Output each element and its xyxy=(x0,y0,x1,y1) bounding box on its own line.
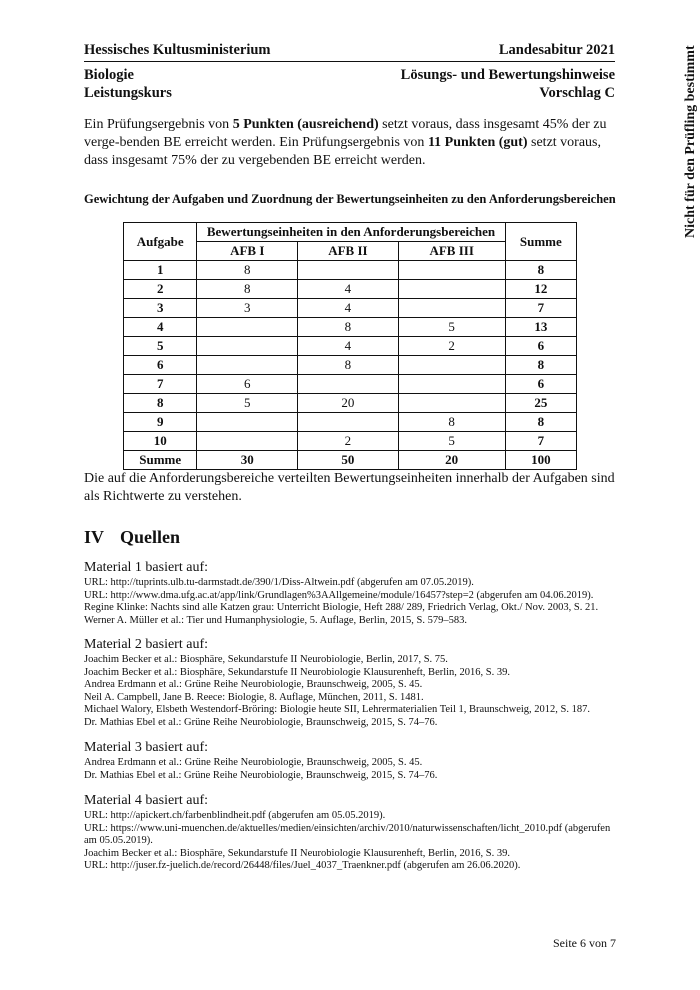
row-sum: 6 xyxy=(505,375,576,394)
material-heading: Material 4 basiert auf: xyxy=(84,793,209,808)
row-number: 3 xyxy=(124,299,197,318)
table-row xyxy=(124,261,577,280)
afb3-value xyxy=(398,375,505,394)
afb2-value: 8 xyxy=(298,318,399,337)
table-row xyxy=(124,356,577,375)
material-block xyxy=(84,793,619,873)
row-number: 2 xyxy=(124,280,197,299)
row-sum: 8 xyxy=(505,413,576,432)
header-doc-type: Lösungs- und Bewertungshinweise xyxy=(400,67,615,83)
header-afb2: AFB II xyxy=(298,242,399,261)
row-number: 8 xyxy=(124,394,197,413)
total-afb2: 50 xyxy=(298,451,399,470)
header-aufgabe: Aufgabe xyxy=(124,223,197,261)
row-sum: 7 xyxy=(505,299,576,318)
afb1-value xyxy=(197,413,298,432)
row-number: 9 xyxy=(124,413,197,432)
material-block xyxy=(84,560,619,627)
material-heading: Material 1 basiert auf: xyxy=(84,560,209,575)
afb1-value: 8 xyxy=(197,261,298,280)
afb1-value: 3 xyxy=(197,299,298,318)
afb2-value: 4 xyxy=(298,337,399,356)
header-afb3: AFB III xyxy=(398,242,505,261)
row-sum: 6 xyxy=(505,337,576,356)
source-line: Andrea Erdmann et al.: Grüne Reihe Neurobiologie, Braunschweig, 2005, S. 45. xyxy=(84,757,423,768)
intro-text-1: Ein Prüfungsergebnis von xyxy=(84,117,233,132)
material-heading: Material 3 basiert auf: xyxy=(84,740,209,755)
intro-text-3: setzt voraus, dass insgesamt 75% der zu vergebenden BE erreicht werden. xyxy=(84,135,601,168)
afb1-value: 6 xyxy=(197,375,298,394)
table-row xyxy=(124,318,577,337)
row-sum: 8 xyxy=(505,356,576,375)
header-subject: Biologie xyxy=(84,67,134,83)
source-line: Michael Walory, Elsbeth Westendorf-Bröring: Biologie heute SII, Lehrermaterialien Teil 1, Braunschweig, 2012, S. 187. xyxy=(84,704,591,715)
afb2-value: 2 xyxy=(298,432,399,451)
total-afb1: 30 xyxy=(197,451,298,470)
afb1-value: 8 xyxy=(197,280,298,299)
intro-bold-1: 5 Punkten (ausreichend) xyxy=(232,117,379,132)
section-heading xyxy=(84,527,180,548)
source-line: Joachim Becker et al.: Biosphäre, Sekundarstufe II Neurobiologie, Berlin, 2017, S. 75. xyxy=(84,654,448,665)
material-heading: Material 2 basiert auf: xyxy=(84,637,209,652)
intro-text-2: setzt voraus, dass insgesamt 45% der zu verge-benden BE erreicht werden. Ein Prüfungsergebnis von xyxy=(84,117,607,150)
source-line: Andrea Erdmann et al.: Grüne Reihe Neurobiologie, Braunschweig, 2005, S. 45. xyxy=(84,679,423,690)
afb1-value xyxy=(197,318,298,337)
side-note xyxy=(663,38,698,238)
source-line: Dr. Mathias Ebel et al.: Grüne Reihe Neurobiologie, Braunschweig, 2015, S. 74–76. xyxy=(84,769,438,781)
afb1-value xyxy=(197,432,298,451)
afb1-value xyxy=(197,356,298,375)
source-line: URL: http://www.dma.ufg.ac.at/app/link/Grundlagen%3AAllgemeine/module/16457?step=2 (abgerufen am 04.06.2019). xyxy=(84,589,594,601)
table-row xyxy=(124,432,577,451)
row-number: 7 xyxy=(124,375,197,394)
row-sum: 7 xyxy=(505,432,576,451)
afb3-value xyxy=(398,394,505,413)
material-block xyxy=(84,740,619,782)
afb3-value: 5 xyxy=(398,432,505,451)
header-sub xyxy=(84,66,615,102)
afb2-value xyxy=(298,261,399,280)
header-course: Leistungskurs xyxy=(84,85,172,101)
source-line: URL: http://juser.fz-juelich.de/record/26448/files/Juel_4037_Traenkner.pdf (abgerufen am 26.06.2020). xyxy=(84,860,521,871)
afb3-value xyxy=(398,261,505,280)
afb3-value: 2 xyxy=(398,337,505,356)
afb2-value xyxy=(298,375,399,394)
source-line: URL: http://apickert.ch/farbenblindheit.pdf (abgerufen am 05.05.2019). xyxy=(84,810,386,821)
header-group: Bewertungseinheiten in den Anforderungsbereichen xyxy=(197,223,505,242)
table-row xyxy=(124,413,577,432)
source-line: Joachim Becker et al.: Biosphäre, Sekundarstufe II Neurobiologie Klausurenheft, Berlin, 2016, S. 39. xyxy=(84,847,511,859)
row-sum: 13 xyxy=(505,318,576,337)
header-variant: Vorschlag C xyxy=(539,85,615,101)
material-block xyxy=(84,637,619,729)
afb2-value: 20 xyxy=(298,394,399,413)
source-line: Werner A. Müller et al.: Tier und Humanphysiologie, 5. Auflage, Berlin, 2015, S. 579–583. xyxy=(84,614,467,626)
row-sum: 12 xyxy=(505,280,576,299)
source-line: Joachim Becker et al.: Biosphäre, Sekundarstufe II Neurobiologie Klausurenheft, Berlin, 2016, S. 39. xyxy=(84,666,511,678)
afb2-value xyxy=(298,413,399,432)
afb3-value: 5 xyxy=(398,318,505,337)
grading-table xyxy=(123,222,577,470)
source-line: URL: http://tuprints.ulb.tu-darmstadt.de/390/1/Diss-Altwein.pdf (abgerufen am 07.05.2019). xyxy=(84,577,474,588)
header-afb1: AFB I xyxy=(197,242,298,261)
source-line: Regine Klinke: Nachts sind alle Katzen grau: Unterricht Biologie, Heft 288/ 289, Friedrich Verlag, Okt./ Nov. 2003, S. 21. xyxy=(84,602,599,613)
afb2-value: 4 xyxy=(298,299,399,318)
source-line: Dr. Mathias Ebel et al.: Grüne Reihe Neurobiologie, Braunschweig, 2015, S. 74–76. xyxy=(84,716,438,728)
table-row xyxy=(124,394,577,413)
side-note-text: Nicht für den Prüfling bestimmt xyxy=(683,45,698,238)
row-number: 4 xyxy=(124,318,197,337)
row-number: 10 xyxy=(124,432,197,451)
header-ministry: Hessisches Kultusministerium xyxy=(84,42,271,58)
table-row xyxy=(124,375,577,394)
afb3-value xyxy=(398,299,505,318)
header-rule xyxy=(84,61,615,62)
afb3-value: 8 xyxy=(398,413,505,432)
afb3-value xyxy=(398,356,505,375)
table-row xyxy=(124,337,577,356)
row-number: 1 xyxy=(124,261,197,280)
row-number: 6 xyxy=(124,356,197,375)
table-title: Gewichtung der Aufgaben und Zuordnung der Bewertungseinheiten zu den Anforderungsbereichen xyxy=(84,192,616,206)
total-afb3: 20 xyxy=(398,451,505,470)
intro-bold-2: 11 Punkten (gut) xyxy=(427,135,528,150)
total-sum: 100 xyxy=(505,451,576,470)
page-number: Seite 6 von 7 xyxy=(553,936,616,950)
source-line: URL: https://www.uni-muenchen.de/aktuelles/medien/einsichten/archiv/2010/naturwissenschaften/licht_2010.pdf (abgerufen am 05.05.2019). xyxy=(84,822,611,846)
table-note: Die auf die Anforderungsbereiche verteilten Bewertungseinheiten innerhalb der Aufgaben sind als Richtwerte zu verstehen. xyxy=(84,471,615,504)
afb2-value: 4 xyxy=(298,280,399,299)
section-title: Quellen xyxy=(120,527,181,547)
intro-paragraph xyxy=(84,116,615,170)
section-number: IV xyxy=(84,527,105,547)
table-row xyxy=(124,280,577,299)
afb2-value: 8 xyxy=(298,356,399,375)
afb1-value xyxy=(197,337,298,356)
total-label: Summe xyxy=(124,451,197,470)
source-line: Neil A. Campbell, Jane B. Reece: Biologie, 8. Auflage, München, 2011, S. 1481. xyxy=(84,691,424,703)
header-top xyxy=(84,42,615,59)
row-sum: 8 xyxy=(505,261,576,280)
table-total-row xyxy=(124,451,577,470)
table-row xyxy=(124,299,577,318)
afb3-value xyxy=(398,280,505,299)
row-sum: 25 xyxy=(505,394,576,413)
afb1-value: 5 xyxy=(197,394,298,413)
row-number: 5 xyxy=(124,337,197,356)
header-summe: Summe xyxy=(505,223,576,261)
header-exam: Landesabitur 2021 xyxy=(498,42,615,58)
